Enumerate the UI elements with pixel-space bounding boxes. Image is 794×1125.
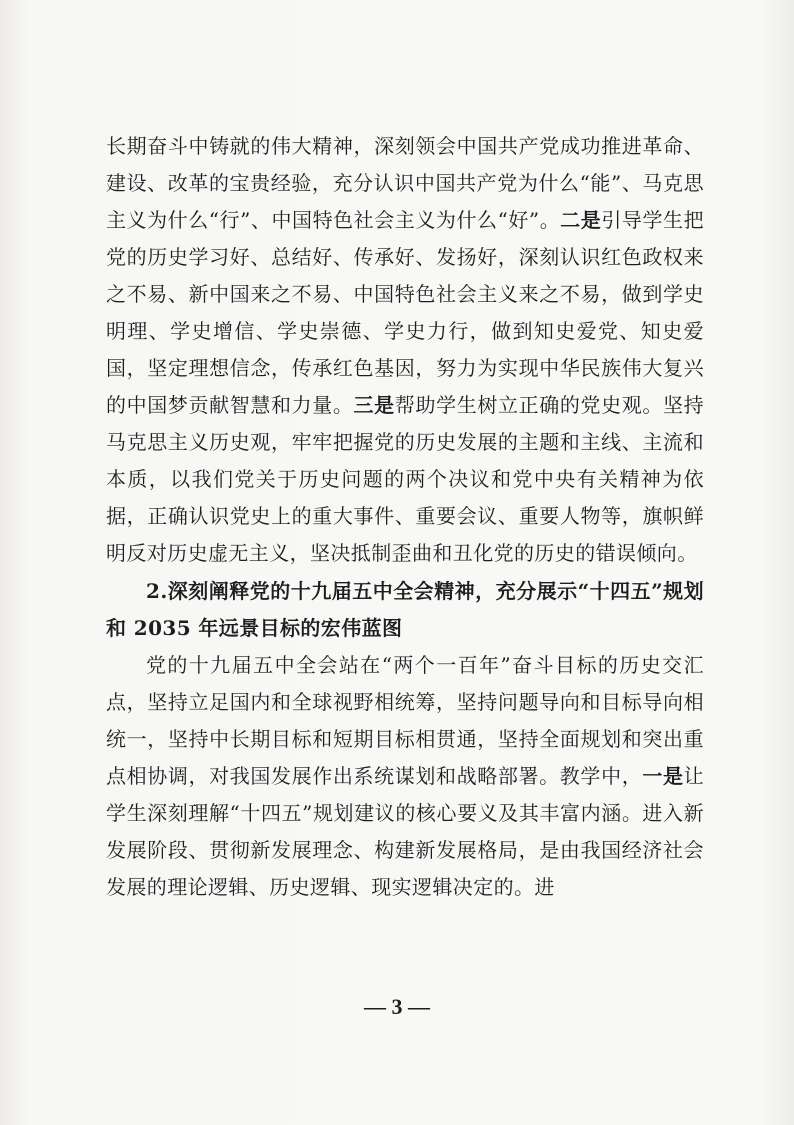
document-body <box>106 128 704 906</box>
page-number: — 3 — <box>364 994 430 1019</box>
section-heading: 2.深刻阐释党的十九届五中全会精神，充分展示“十四五”规划和 2035 年远景目标的宏伟蓝图 <box>106 579 704 640</box>
paragraph-party-history <box>106 128 704 572</box>
point-marker-two: 二是 <box>560 208 602 232</box>
point-marker-three: 三是 <box>353 393 395 417</box>
paragraph-fifth-plenum <box>106 647 704 906</box>
paragraph-text: 党的十九届五中全会站在“两个一百年”奋斗目标的历史交汇点，坚持立足国内和全球视野相统筹，坚持问题导向和目标导向相统一，坚持中长期目标和短期目标相贯通，坚持全面规划和突出重点相协调，对我国发展作出系统谋划和战略部署。教学中， <box>106 653 704 788</box>
paragraph-text: 引导学生把党的历史学习好、总结好、传承好、发扬好，深刻认识红色政权来之不易、新中国来之不易、中国特色社会主义来之不易，做到学史明理、学史增信、学史崇德、学史力行，做到知史爱党、知史爱国，坚定理想信念，传承红色基因，努力为实现中华民族伟大复兴的中国梦贡献智慧和力量。 <box>106 208 704 417</box>
point-marker-one: 一是 <box>642 764 684 788</box>
paragraph-text: 让学生深刻理解“十四五”规划建议的核心要义及其丰富内涵。进入新发展阶段、贯彻新发展理念、构建新发展格局，是由我国经济社会发展的理论逻辑、历史逻辑、现实逻辑决定的。进 <box>106 764 704 899</box>
paragraph-text: 帮助学生树立正确的党史观。坚持马克思主义历史观，牢牢把握党的历史发展的主题和主线、主流和本质，以我们党关于历史问题的两个决议和党中央有关精神为依据，正确认识党史上的重大事件、重要会议、重要人物等，旗帜鲜明反对历史虚无主义，坚决抵制歪曲和丑化党的历史的错误倾向。 <box>106 393 704 565</box>
paragraph-text: 长期奋斗中铸就的伟大精神，深刻领会中国共产党成功推进革命、建设、改革的宝贵经验，充分认识中国共产党为什么“能”、马克思主义为什么“行”、中国特色社会主义为什么“好”。 <box>106 134 704 232</box>
